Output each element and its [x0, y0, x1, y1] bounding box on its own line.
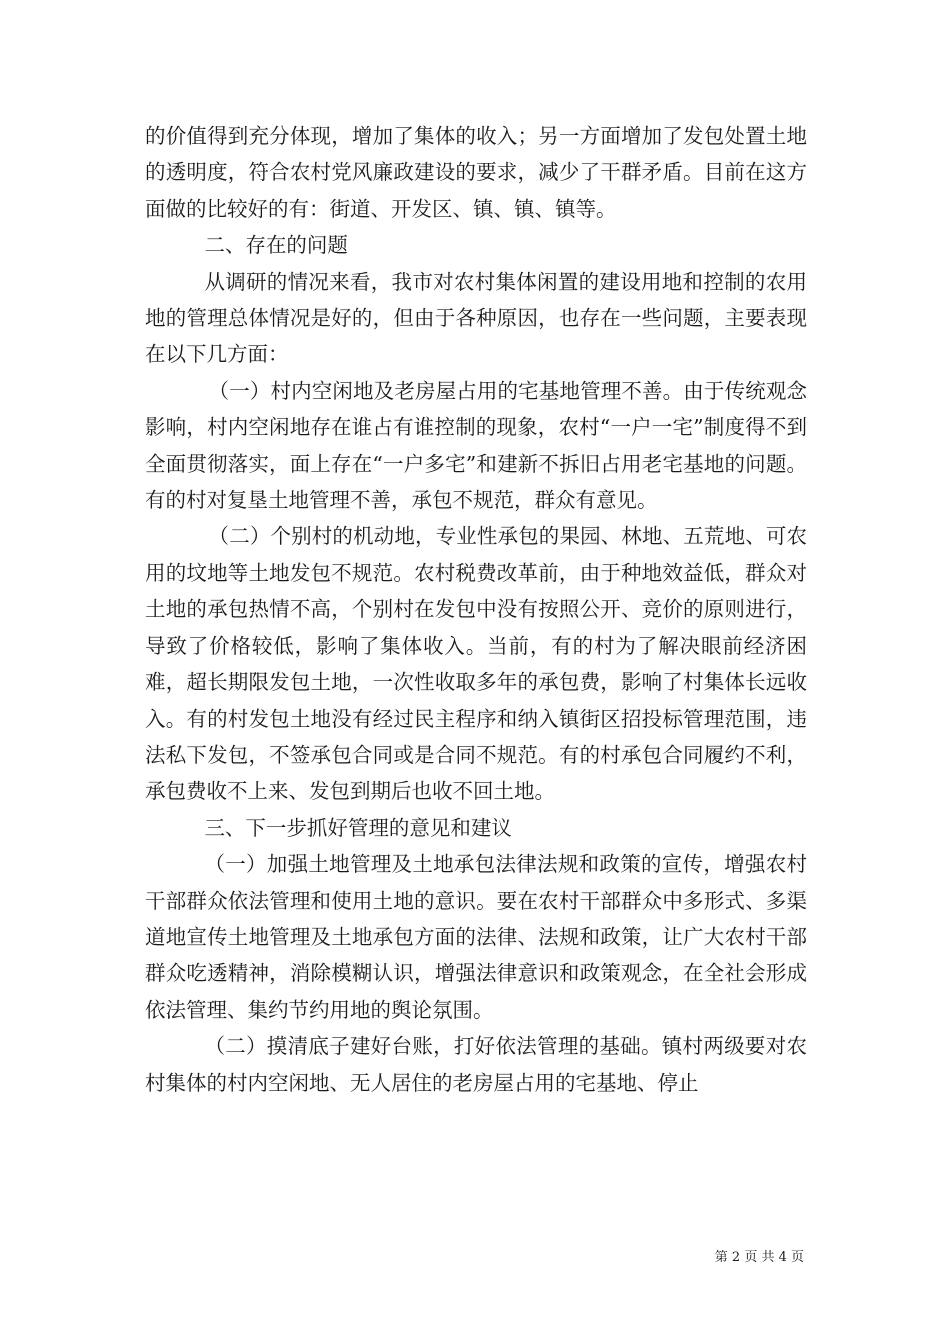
paragraph-suggestion-2: （二）摸清底子建好台账，打好依法管理的基础。镇村两级要对农村集体的村内空闲地、无人居住的老房屋占用的宅基地、停止: [145, 1034, 807, 1095]
section-heading-suggestions: 三、下一步抓好管理的意见和建议: [204, 815, 512, 840]
paragraph-problem-2: （二）个别村的机动地，专业性承包的果园、林地、五荒地、可农用的坟地等土地发包不规范。农村税费改革前，由于种地效益低，群众对土地的承包热情不高，个别村在发包中没有按照公开、竞价的原则进行，导致了价格较低，影响了集体收入。当前，有的村为了解决眼前经济困难，超长期限发包土地，一次性收取多年的承包费，影响了村集体长远收入。有的村发包土地没有经过民主程序和纳入镇街区招投标管理范围，违法私下发包，不签承包合同或是合同不规范。有的村承包合同履约不利，承包费收不上来、发包到期后也收不回土地。: [145, 524, 807, 804]
page-number: 第 2 页 共 4 页: [714, 1250, 804, 1265]
paragraph-continuation: 的价值得到充分体现，增加了集体的收入；另一方面增加了发包处置土地的透明度，符合农村党风廉政建设的要求，减少了干群矛盾。目前在这方面做的比较好的有：街道、开发区、镇、镇、镇等。: [145, 124, 807, 221]
paragraph-suggestion-1: （一）加强土地管理及土地承包法律法规和政策的宣传，增强农村干部群众依法管理和使用土地的意识。要在农村干部群众中多形式、多渠道地宣传土地管理及土地承包方面的法律、法规和政策，让广大农村干部群众吃透精神，消除模糊认识，增强法律意识和政策观念，在全社会形成依法管理、集约节约用地的舆论氛围。: [145, 852, 807, 1022]
document-body: [145, 118, 807, 1101]
paragraph-survey-overview: 从调研的情况来看，我市对农村集体闲置的建设用地和控制的农用地的管理总体情况是好的，但由于各种原因，也存在一些问题，主要表现在以下几方面：: [145, 269, 807, 367]
paragraph-problem-1: （一）村内空闲地及老房屋占用的宅基地管理不善。由于传统观念影响，村内空闲地存在谁占有谁控制的现象，农村“一户一宅”制度得不到全面贯彻落实，面上存在“一户多宅”和建新不拆旧占用老宅基地的问题。有的村对复垦土地管理不善，承包不规范，群众有意见。: [145, 378, 807, 513]
section-heading-problems: 二、存在的问题: [204, 233, 348, 258]
